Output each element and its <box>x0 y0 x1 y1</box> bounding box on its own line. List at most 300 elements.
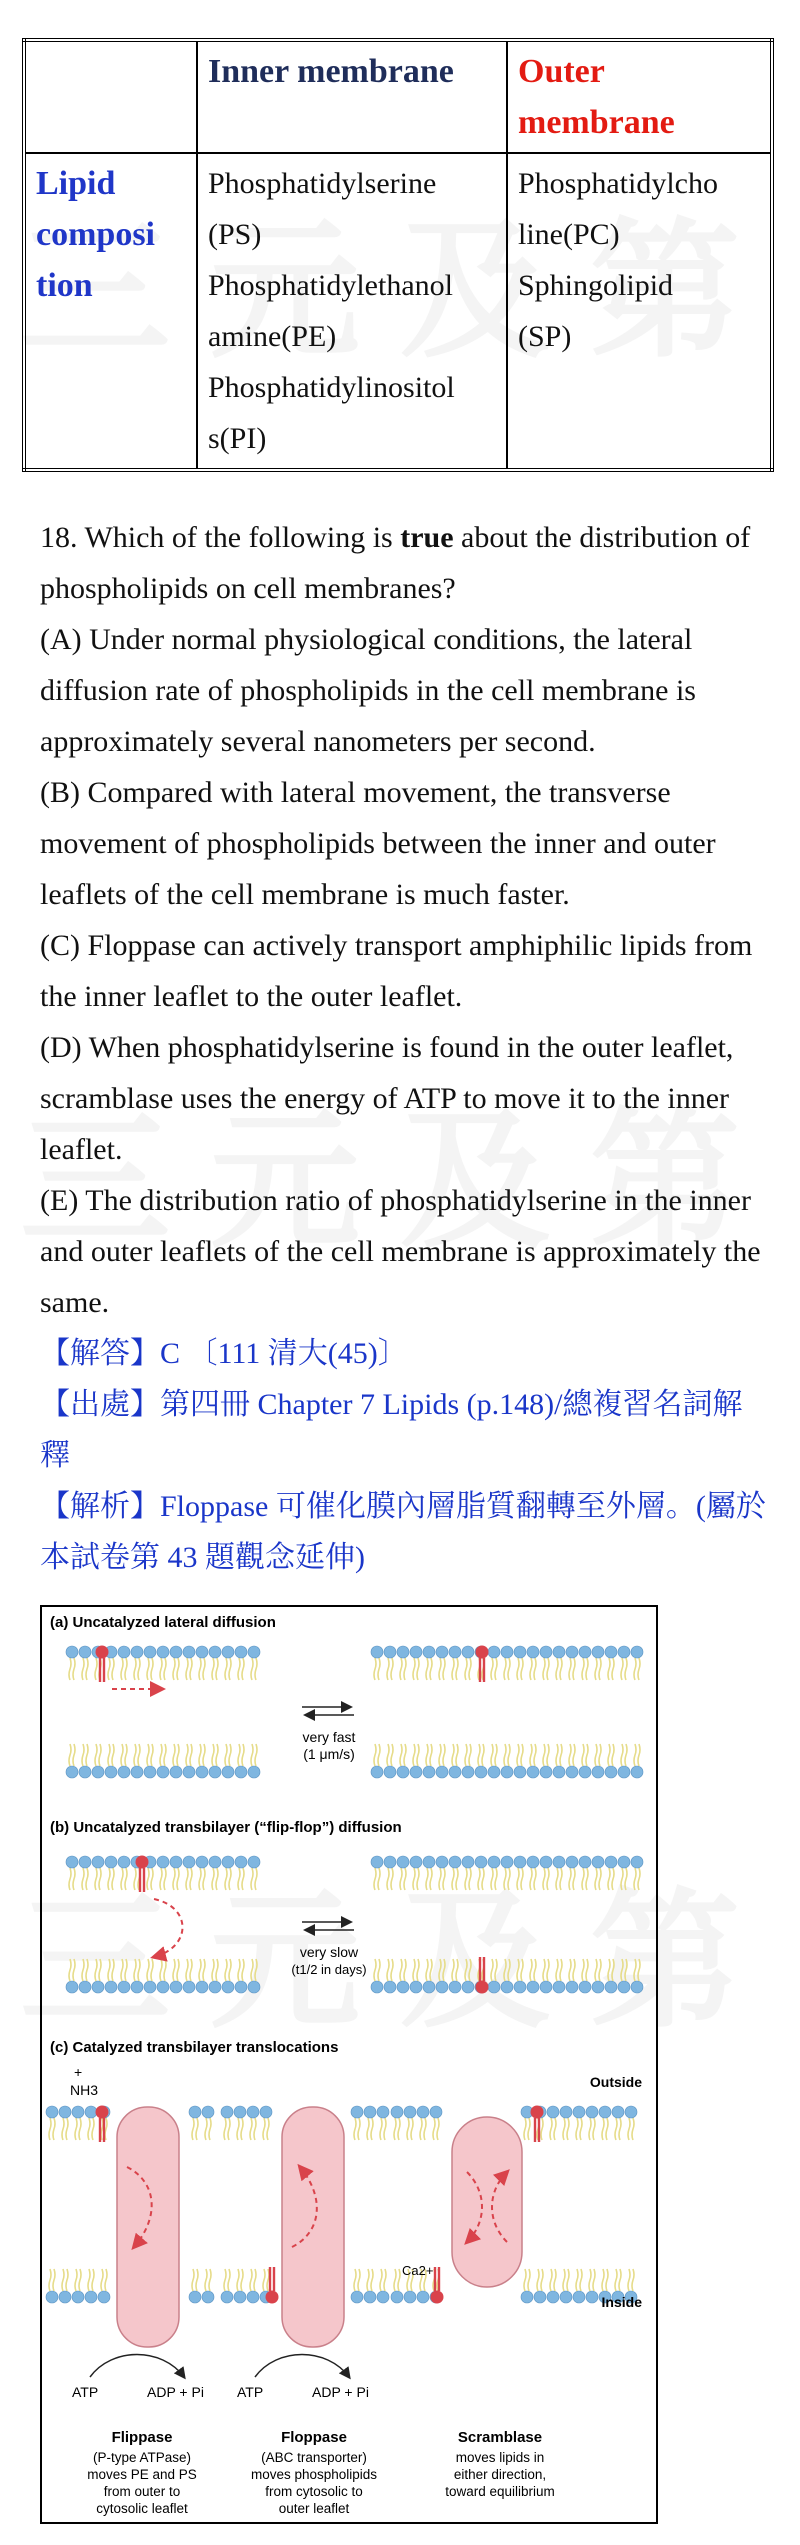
lipid-head <box>417 2106 429 2118</box>
lipid-head <box>221 2106 233 2118</box>
lipid-head <box>79 1981 91 1993</box>
lipid-head <box>514 1856 526 1868</box>
lipid-movement-figure <box>40 1605 658 2524</box>
lipid-head <box>234 2291 246 2303</box>
lipid-tail <box>387 1868 393 1890</box>
lipid-head <box>625 2106 637 2118</box>
lipid-head <box>553 1981 565 1993</box>
lipid-head <box>462 1766 474 1778</box>
lipid-tail <box>62 2269 68 2291</box>
lipid-head <box>85 2106 97 2118</box>
lipid-head <box>404 2291 416 2303</box>
lipid-tail <box>205 2118 211 2140</box>
lipid-head <box>423 1646 435 1658</box>
lipid-tail <box>556 1744 562 1766</box>
lipid-head <box>66 1766 78 1778</box>
lipid-tail <box>160 1744 166 1766</box>
lipid-head <box>196 1856 208 1868</box>
lipid-head <box>196 1646 208 1658</box>
inner-lipid-line: Phosphatidylinositol <box>208 371 455 404</box>
lipid-tail <box>251 1959 257 1981</box>
membrane-a-right <box>371 1646 643 1779</box>
lipid-head <box>196 1981 208 1993</box>
question-bold: true <box>400 521 454 554</box>
lipid-head <box>430 2106 442 2118</box>
highlighted-lipid-head <box>431 2291 444 2304</box>
table-row-lipid-composition <box>24 153 772 470</box>
panel-c-title: (c) Catalyzed transbilayer translocations <box>50 2039 339 2056</box>
lipid-head <box>131 1646 143 1658</box>
lipid-tail <box>602 2118 608 2140</box>
lipid-tail <box>173 1744 179 1766</box>
lipid-head <box>397 1646 409 1658</box>
lipid-tail <box>543 1959 549 1981</box>
lipid-head <box>514 1981 526 1993</box>
option-d: (D) When phosphatidylserine is found in the outer leaflet, scramblase uses the energy of ATP to move it to the inner leaflet. <box>40 1031 734 1166</box>
lipid-tail <box>186 1744 192 1766</box>
lipid-tail <box>439 1959 445 1981</box>
highlighted-lipid-head <box>476 1981 489 1994</box>
lipid-head <box>618 1981 630 1993</box>
lipid-head <box>189 2291 201 2303</box>
lipid-head <box>527 1646 539 1658</box>
lipid-tail <box>121 1744 127 1766</box>
panel-a-rate-line2: (1 μm/s) <box>303 1746 355 1762</box>
lipid-tail <box>108 1658 114 1680</box>
lipid-tail <box>147 1744 153 1766</box>
lipid-tail <box>374 1744 380 1766</box>
lipid-head <box>566 1856 578 1868</box>
flippase-desc-line: cytosolic leaflet <box>96 2501 188 2516</box>
lipid-head <box>351 2291 363 2303</box>
lipid-tail <box>49 2269 55 2291</box>
inner-lipid-line: amine(PE) <box>208 320 337 353</box>
option-b: (B) Compared with lateral movement, the transverse movement of phospholipids between the inner and outer leaflets of the cell membrane is much faster. <box>40 776 716 911</box>
atp-label-floppase: ATP <box>237 2384 264 2400</box>
lipid-tail <box>556 1868 562 1890</box>
lipid-tail <box>147 1868 153 1890</box>
lipid-head <box>618 1646 630 1658</box>
lipid-head <box>605 1981 617 1993</box>
lipid-tail <box>134 1658 140 1680</box>
lipid-tail <box>75 2269 81 2291</box>
lipid-tail <box>595 1744 601 1766</box>
lipid-tail <box>225 1959 231 1981</box>
lipid-head <box>566 1766 578 1778</box>
lipid-head <box>514 1766 526 1778</box>
adp-label-floppase: ADP + Pi <box>312 2384 369 2400</box>
lipid-tail <box>563 2269 569 2291</box>
lipid-tail <box>634 1959 640 1981</box>
lipid-tail <box>173 1658 179 1680</box>
lipid-head <box>501 1981 513 1993</box>
lipid-tail <box>530 1658 536 1680</box>
lipid-tail <box>589 2118 595 2140</box>
equilibrium-arrows-a <box>302 1707 354 1715</box>
lipid-head <box>59 2106 71 2118</box>
lipid-head <box>157 1981 169 1993</box>
source-line: 【出處】第四冊 Chapter 7 Lipids (p.148)/總複習名詞解釋 <box>40 1388 743 1472</box>
lipid-head <box>488 1856 500 1868</box>
lipid-tail <box>621 1959 627 1981</box>
lipid-tail <box>387 1959 393 1981</box>
lipid-head <box>540 1981 552 1993</box>
lipid-head <box>209 1981 221 1993</box>
lipid-head <box>118 1646 130 1658</box>
lipid-tail <box>530 1744 536 1766</box>
question-stem <box>40 512 770 614</box>
outer-lipids-cell <box>507 153 772 470</box>
lipid-tail <box>367 2118 373 2140</box>
row-label-cell <box>24 153 197 470</box>
lipid-head <box>222 1766 234 1778</box>
lipid-tail <box>224 2118 230 2140</box>
lipid-tail <box>225 1744 231 1766</box>
lipid-tail <box>380 2118 386 2140</box>
lipid-head <box>488 1981 500 1993</box>
lipid-tail <box>354 2118 360 2140</box>
lipid-head <box>183 1981 195 1993</box>
lipid-tail <box>263 2269 269 2291</box>
lipid-head <box>631 1856 643 1868</box>
lipid-tail <box>88 2118 94 2140</box>
lipid-tail <box>251 1744 257 1766</box>
scramblase-desc-line: either direction, <box>453 2467 547 2482</box>
lipid-head <box>586 2291 598 2303</box>
lipid-tail <box>192 2269 198 2291</box>
lipid-tail <box>354 2269 360 2291</box>
lipid-head <box>501 1766 513 1778</box>
lipid-head <box>436 1981 448 1993</box>
lipid-tail <box>556 1658 562 1680</box>
lipid-tail <box>224 2269 230 2291</box>
lipid-tail <box>530 1959 536 1981</box>
lipid-head <box>631 1646 643 1658</box>
lipid-tail <box>589 2269 595 2291</box>
header-outer-line2: membrane <box>518 104 675 141</box>
lipid-head <box>157 1766 169 1778</box>
lipid-head <box>384 1856 396 1868</box>
lipid-head <box>222 1856 234 1868</box>
lipid-head <box>118 1856 130 1868</box>
lipid-head <box>391 2291 403 2303</box>
flippase-name: Flippase <box>111 2429 173 2446</box>
lipid-head <box>92 1766 104 1778</box>
lipid-tail <box>517 1658 523 1680</box>
lipid-tail <box>75 2118 81 2140</box>
lipid-tail <box>250 2118 256 2140</box>
lipid-tail <box>186 1959 192 1981</box>
lipid-tail <box>400 1959 406 1981</box>
lipid-head <box>248 1646 260 1658</box>
lipid-head <box>72 2106 84 2118</box>
equilibrium-arrows-b <box>302 1922 354 1930</box>
lipid-head <box>586 2106 598 2118</box>
lipid-tail <box>374 1959 380 1981</box>
lipid-tail <box>49 2118 55 2140</box>
lipid-head <box>540 1856 552 1868</box>
scramblase-name: Scramblase <box>457 2429 543 2446</box>
lipid-tail <box>524 2269 530 2291</box>
lipid-tail <box>186 1658 192 1680</box>
lipid-head <box>612 2106 624 2118</box>
flippase-protein <box>117 2107 179 2347</box>
lipid-head <box>449 1766 461 1778</box>
outer-lipid-line: Sphingolipid <box>518 269 674 302</box>
lipid-tail <box>439 1744 445 1766</box>
highlighted-lipid-head <box>96 1646 109 1659</box>
lipid-tail <box>608 1744 614 1766</box>
lipid-head <box>423 1981 435 1993</box>
lipid-tail <box>582 1658 588 1680</box>
lipid-tail <box>504 1959 510 1981</box>
lipid-tail <box>608 1959 614 1981</box>
highlighted-lipid-tail <box>140 1868 144 1892</box>
lipid-head <box>371 1766 383 1778</box>
lipid-tail <box>238 1959 244 1981</box>
lipid-head <box>618 1856 630 1868</box>
panel-a-rate-line1: very fast <box>302 1729 356 1745</box>
outside-label: Outside <box>589 2074 642 2090</box>
floppase-desc-line: moves phospholipids <box>250 2467 378 2482</box>
lipid-head <box>436 1766 448 1778</box>
lipid-tail <box>452 1744 458 1766</box>
lipid-tail <box>400 1868 406 1890</box>
lipid-head <box>631 1981 643 1993</box>
lipid-tail <box>628 2269 634 2291</box>
answer-block <box>40 1328 770 1583</box>
lipid-head <box>92 1856 104 1868</box>
lipid-head <box>157 1646 169 1658</box>
highlighted-lipid-head <box>96 2106 109 2119</box>
lipid-composition-table <box>22 38 774 472</box>
lipid-head <box>605 1856 617 1868</box>
lipid-tail <box>69 1658 75 1680</box>
lipid-head <box>248 1856 260 1868</box>
lipid-tail <box>108 1868 114 1890</box>
lipid-tail <box>556 1959 562 1981</box>
lipid-head <box>397 1856 409 1868</box>
lipid-tail <box>426 1744 432 1766</box>
lipid-tail <box>82 1744 88 1766</box>
lipid-head <box>579 1766 591 1778</box>
lipid-head <box>59 2291 71 2303</box>
lipid-head <box>377 2106 389 2118</box>
lipid-head <box>183 1856 195 1868</box>
inner-lipid-line: s(PI) <box>208 422 267 455</box>
lipid-tail <box>69 1868 75 1890</box>
membrane-b-left <box>66 1856 260 1994</box>
adp-label-flippase: ADP + Pi <box>147 2384 204 2400</box>
highlighted-lipid-head <box>531 2106 544 2119</box>
lipid-head <box>384 1646 396 1658</box>
lipid-head <box>196 1766 208 1778</box>
table-header-row <box>24 40 772 153</box>
membrane-a-left <box>66 1646 260 1779</box>
lipid-head <box>397 1766 409 1778</box>
lipid-head <box>209 1856 221 1868</box>
lipid-tail <box>452 1868 458 1890</box>
lipid-tail <box>147 1959 153 1981</box>
lipid-head <box>235 1856 247 1868</box>
lipid-tail <box>225 1868 231 1890</box>
lipid-head <box>449 1646 461 1658</box>
lipid-head <box>371 1646 383 1658</box>
lipid-head <box>66 1856 78 1868</box>
option-a: (A) Under normal physiological conditions, the lateral diffusion rate of phospholipids in the cell membrane is approximately several nanometers per second. <box>40 623 696 758</box>
lipid-tail <box>69 1744 75 1766</box>
lipid-head <box>98 2291 110 2303</box>
lipid-head <box>209 1646 221 1658</box>
lipid-tail <box>82 1959 88 1981</box>
lipid-tail <box>608 1868 614 1890</box>
lipid-head <box>553 1856 565 1868</box>
flip-flop-arrow <box>154 1899 183 1957</box>
lipid-head <box>235 1646 247 1658</box>
lipid-head <box>579 1981 591 1993</box>
lipid-tail <box>387 1658 393 1680</box>
lipid-head <box>144 1981 156 1993</box>
lipid-tail <box>394 2269 400 2291</box>
lipid-head <box>235 1766 247 1778</box>
floppase-name: Floppase <box>281 2429 347 2446</box>
lipid-head <box>144 1766 156 1778</box>
question-block <box>40 512 770 1583</box>
lipid-head <box>462 1856 474 1868</box>
lipid-head <box>79 1646 91 1658</box>
header-outer-membrane <box>507 40 772 153</box>
lipid-tail <box>491 1868 497 1890</box>
lipid-head <box>209 1766 221 1778</box>
lipid-tail <box>95 1868 101 1890</box>
lipid-head <box>72 2291 84 2303</box>
lipid-tail <box>576 2118 582 2140</box>
lipid-head <box>410 1766 422 1778</box>
lipid-tail <box>413 1744 419 1766</box>
lipid-head <box>46 2291 58 2303</box>
lipid-tail <box>576 2269 582 2291</box>
lipid-head <box>566 1646 578 1658</box>
lipid-head <box>247 2106 259 2118</box>
lipid-tail <box>192 2118 198 2140</box>
lipid-head <box>462 1646 474 1658</box>
lipid-head <box>157 1856 169 1868</box>
lipid-head <box>404 2106 416 2118</box>
lipid-head <box>410 1646 422 1658</box>
lipid-tail <box>238 1658 244 1680</box>
lipid-tail <box>433 2118 439 2140</box>
lipid-tail <box>439 1868 445 1890</box>
header-inner-membrane <box>197 40 507 153</box>
lipid-head <box>391 2106 403 2118</box>
lipid-head <box>79 1856 91 1868</box>
lipid-tail <box>595 1959 601 1981</box>
option-c: (C) Floppase can actively transport amphiphilic lipids from the inner leaflet to the outer leaflet. <box>40 929 753 1013</box>
lipid-tail <box>225 1658 231 1680</box>
panel-b-rate-line2: (t1/2 in days) <box>291 1962 367 1977</box>
lipid-head <box>371 1981 383 1993</box>
lipid-head <box>560 2291 572 2303</box>
option-e: (E) The distribution ratio of phosphatidylserine in the inner and outer leaflets of the cell membrane is approximately the same. <box>40 1184 761 1319</box>
lipid-tail <box>582 1868 588 1890</box>
lipid-head <box>534 2291 546 2303</box>
panel-a-title: (a) Uncatalyzed lateral diffusion <box>50 1614 276 1631</box>
lipid-tail <box>628 2118 634 2140</box>
lipid-head <box>488 1646 500 1658</box>
lipid-tail <box>69 1959 75 1981</box>
inner-lipid-line: Phosphatidylethanol <box>208 269 453 302</box>
lipid-head <box>222 1981 234 1993</box>
lipid-head <box>553 1646 565 1658</box>
highlighted-lipid-tail <box>100 1658 104 1682</box>
lipid-tail <box>602 2269 608 2291</box>
flippase-desc-line: from outer to <box>103 2484 181 2499</box>
lipid-tail <box>615 2118 621 2140</box>
lipid-tail <box>250 2269 256 2291</box>
lipid-tail <box>517 1959 523 1981</box>
lipid-tail <box>413 1959 419 1981</box>
lipid-head <box>417 2291 429 2303</box>
lipid-head <box>475 1766 487 1778</box>
lipid-head <box>605 1766 617 1778</box>
lipid-head <box>371 1856 383 1868</box>
lipid-tail <box>238 1744 244 1766</box>
lipid-tail <box>173 1868 179 1890</box>
lipid-tail <box>517 1744 523 1766</box>
lipid-tail <box>465 1744 471 1766</box>
lipid-tail <box>160 1868 166 1890</box>
lipid-tail <box>147 1658 153 1680</box>
lipid-tail <box>212 1658 218 1680</box>
lipid-head <box>66 1981 78 1993</box>
lipid-tail <box>413 1868 419 1890</box>
lipid-tail <box>530 1868 536 1890</box>
lipid-head <box>618 1766 630 1778</box>
lipid-tail <box>517 1868 523 1890</box>
lipid-head <box>260 2106 272 2118</box>
lipid-head <box>170 1856 182 1868</box>
lipid-tail <box>563 2118 569 2140</box>
lipid-head <box>351 2106 363 2118</box>
lipid-tail <box>134 1744 140 1766</box>
lipid-head <box>599 2106 611 2118</box>
lipid-head <box>202 2106 214 2118</box>
lipid-head <box>105 1856 117 1868</box>
lipid-tail <box>199 1868 205 1890</box>
lipid-head <box>235 1981 247 1993</box>
lipid-tail <box>237 2118 243 2140</box>
question-prefix: 18. Which of the following is <box>40 521 401 554</box>
lipid-tail <box>439 1658 445 1680</box>
row-label-line: tion <box>36 267 93 304</box>
lipid-head <box>462 1981 474 1993</box>
lipid-head <box>527 1766 539 1778</box>
panel-b-rate-line1: very slow <box>299 1944 359 1960</box>
inner-lipids-cell <box>197 153 507 470</box>
lipid-head <box>631 1766 643 1778</box>
lipid-tail <box>504 1658 510 1680</box>
lipid-head <box>501 1856 513 1868</box>
lipid-head <box>144 1646 156 1658</box>
lipid-tail <box>634 1868 640 1890</box>
lipid-head <box>436 1646 448 1658</box>
lipid-head <box>540 1646 552 1658</box>
lipid-head <box>579 1856 591 1868</box>
lipid-tail <box>101 2269 107 2291</box>
lipid-tail <box>238 1868 244 1890</box>
lipid-tail <box>524 2118 530 2140</box>
lipid-tail <box>108 1744 114 1766</box>
